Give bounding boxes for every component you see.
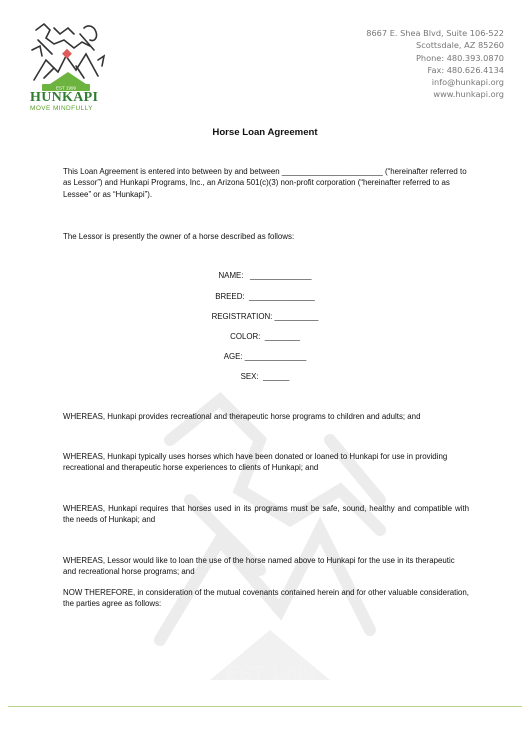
- footer-divider: [8, 706, 522, 707]
- name-field: NAME: ______________: [218, 271, 312, 280]
- now-therefore-paragraph: NOW THEREFORE, in consideration of the mutual covenants contained herein and for other valuable consideration, the parties agree as follows:: [63, 588, 470, 609]
- email-link[interactable]: info@hunkapi.org: [431, 77, 504, 88]
- address-line-1: 8667 E. Shea Blvd, Suite 106-522: [366, 28, 504, 38]
- fax-text: Fax: 480.626.4134: [427, 64, 504, 75]
- whereas-paragraph-2: WHEREAS, Hunkapi typically uses horses which have been donated or loaned to Hunkapi for use in providing recreational and therapeutic horse experiences to clients of Hunkapi; and: [63, 452, 448, 473]
- horse-emblem-icon: [24, 20, 108, 92]
- page-title: Horse Loan Agreement: [212, 127, 318, 138]
- whereas-paragraph-4: WHEREAS, Lessor would like to loan the use of the horse named above to Hunkapi for the use in its therapeutic and recreational horse programs; and: [63, 556, 455, 577]
- age-field: AGE: ______________: [223, 352, 307, 361]
- intro-paragraph: This Loan Agreement is entered into between by and between _______________________ (“hereinafter referred to as Lessor”) and Hunkapi Programs, Inc., an Arizona 501(c)(3) non-profit corporation (“hereinafter referred to as Lessee” or as “Hunkapi”).: [63, 167, 467, 199]
- website-link[interactable]: www.hunkapi.org: [433, 89, 504, 100]
- svg-text:EST 1999: EST 1999: [225, 663, 315, 685]
- whereas-paragraph-3: WHEREAS, Hunkapi requires that horses used in its programs must be safe, sound, healthy and compatible with the needs of Hunkapi; and: [63, 504, 469, 525]
- svg-text:EST 1999: EST 1999: [56, 85, 76, 91]
- phone-text: Phone: 480.393.0870: [415, 52, 504, 63]
- logo-name: HUNKAPI: [30, 90, 99, 105]
- contact-block: [366, 27, 504, 101]
- registration-field: REGISTRATION: __________: [211, 312, 319, 321]
- owner-statement: The Lessor is presently the owner of a horse described as follows:: [63, 232, 295, 241]
- logo-tagline: MOVE MINDFULLY: [30, 105, 93, 112]
- address-line-2: Scottsdale, AZ 85260: [416, 40, 504, 51]
- watermark-emblem-icon: [130, 380, 410, 700]
- breed-field: BREED: _______________: [215, 292, 315, 301]
- sex-field: SEX: ______: [240, 372, 290, 381]
- color-field: COLOR: ________: [230, 332, 300, 341]
- whereas-paragraph-1: WHEREAS, Hunkapi provides recreational and therapeutic horse programs to children and adults; and: [63, 412, 421, 421]
